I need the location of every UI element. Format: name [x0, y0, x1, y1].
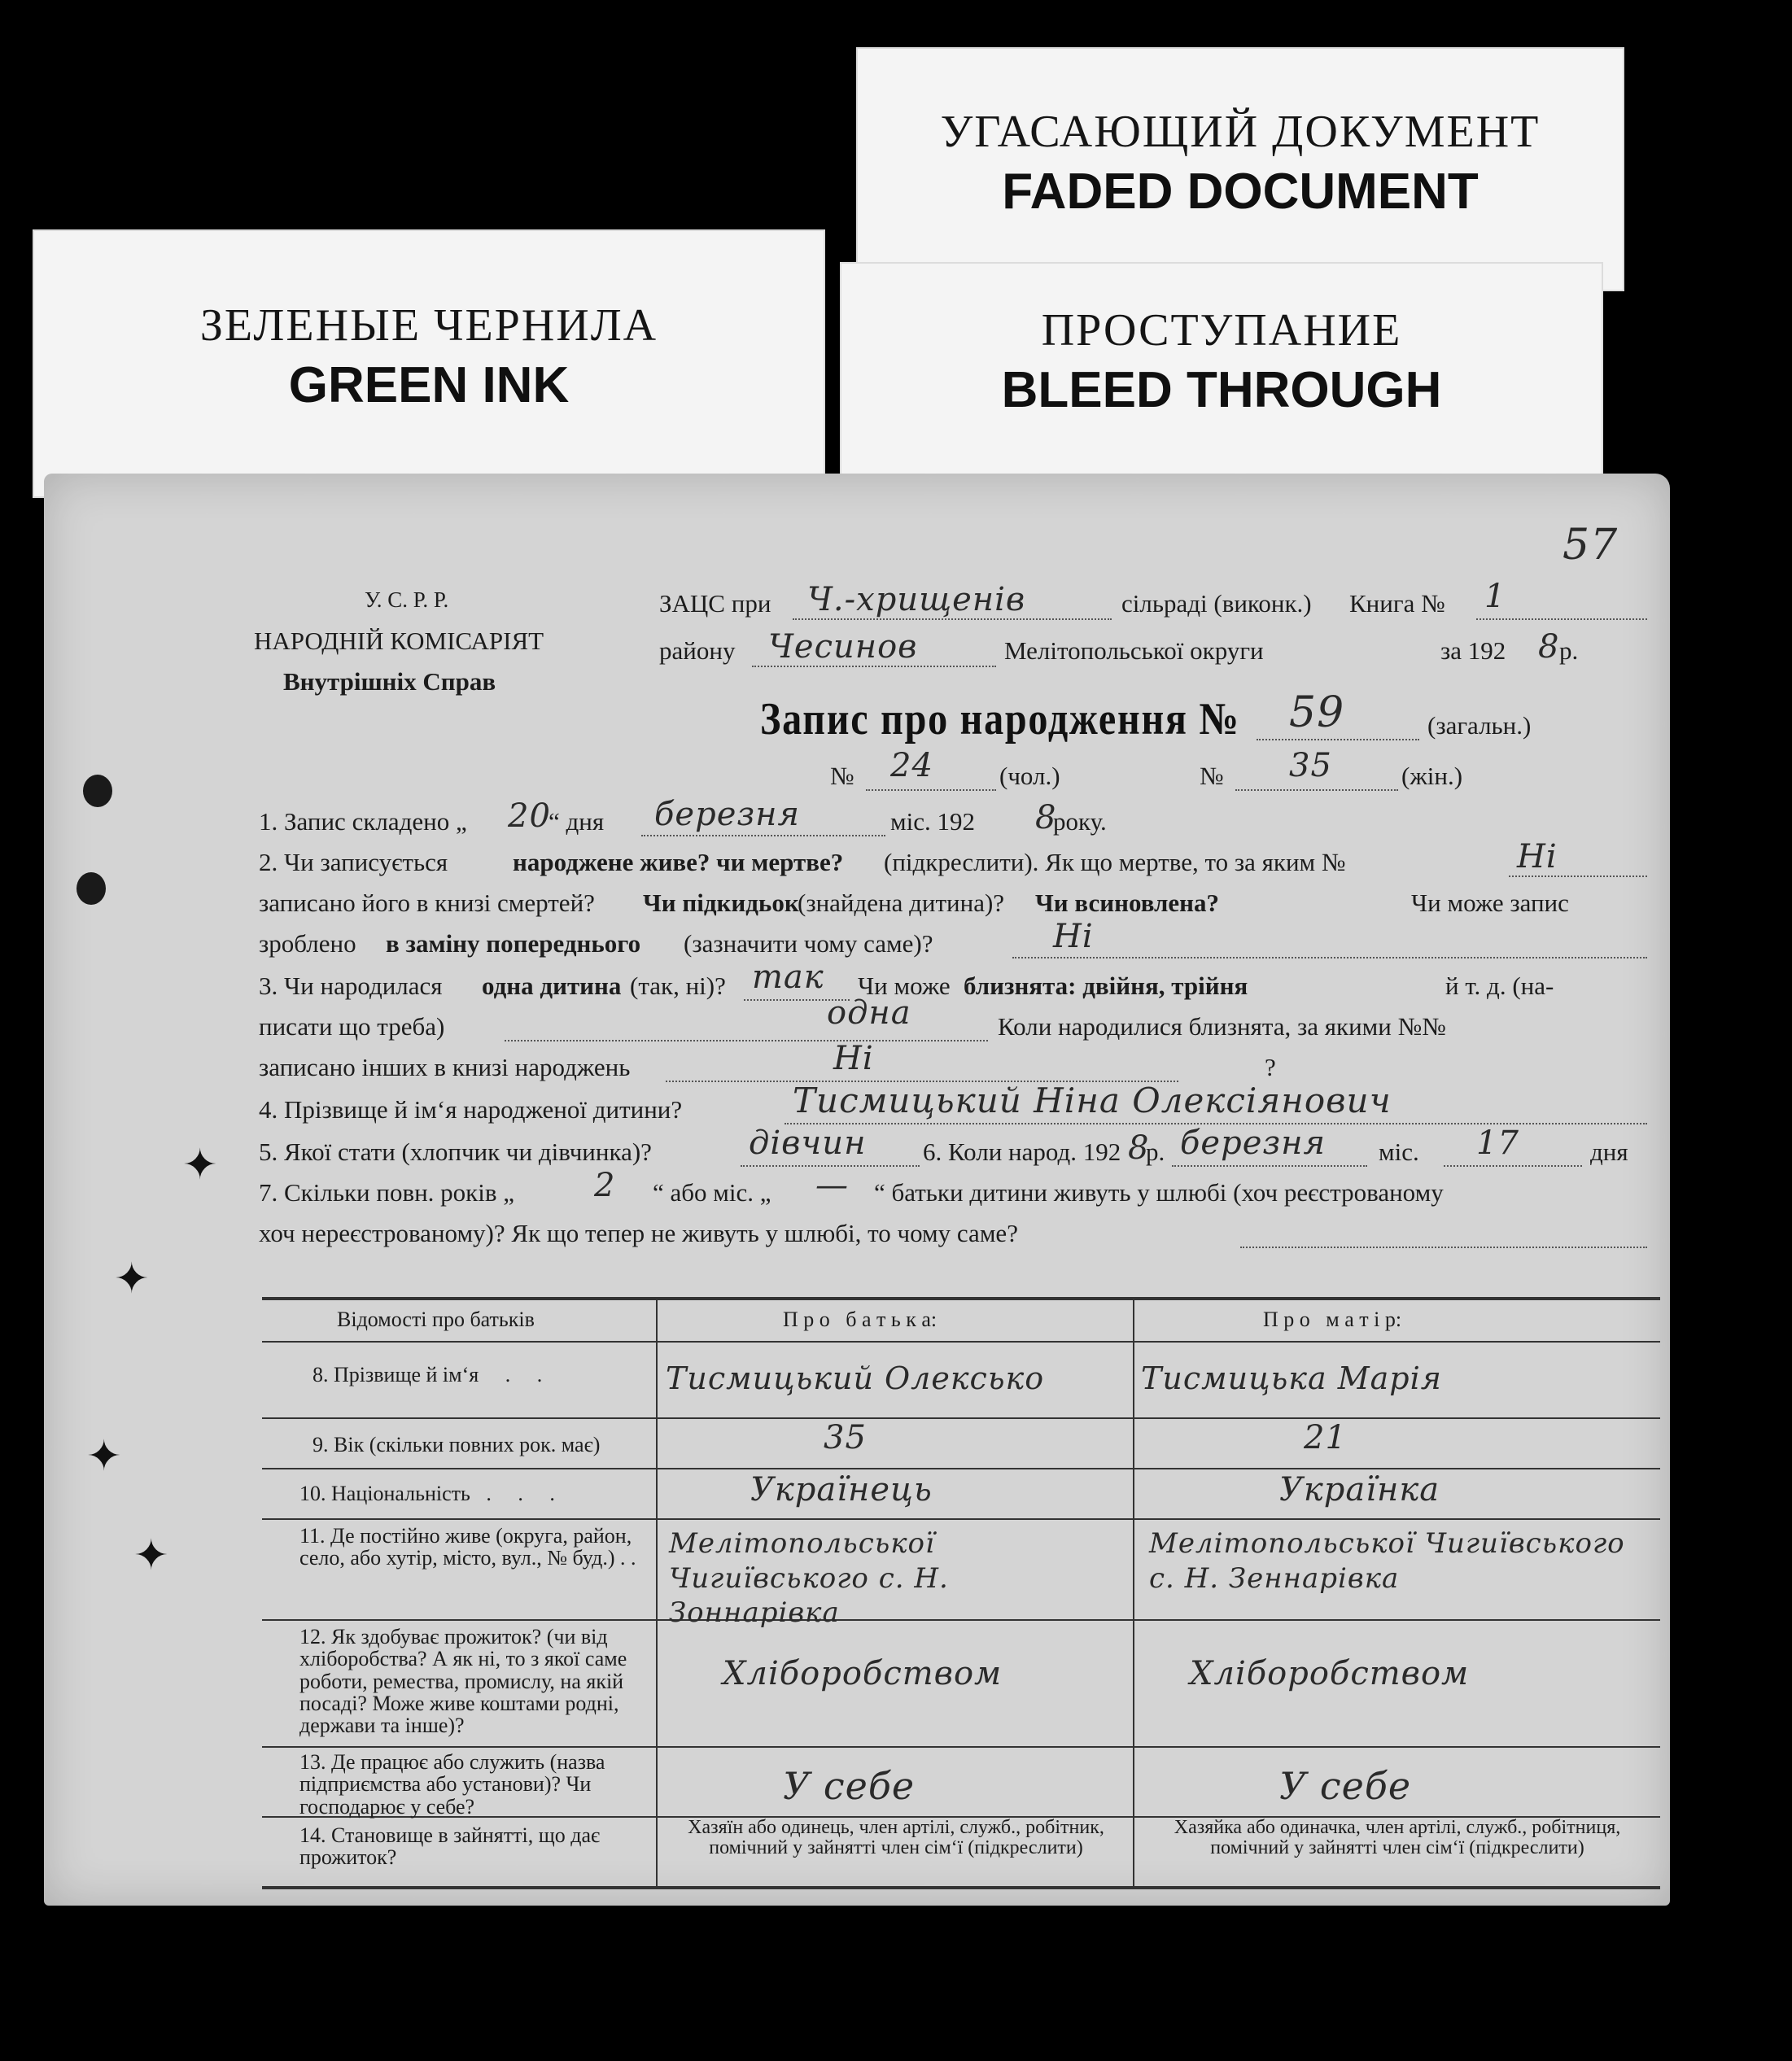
q2-l1b: народжене живе? чи мертве? [513, 848, 844, 876]
q6-month-value: березня [1180, 1124, 1327, 1162]
q2-l2b: Чи підкидьок [643, 889, 799, 917]
father-employment-status: Хазяїн або одинець, член артілі, служб., робітник, помічний у зайнятті член сім‘ї (підкреслити) [688, 1817, 1104, 1859]
birth-record-page [44, 474, 1670, 1906]
q2-l3c: (зазначити чому саме)? [684, 929, 933, 958]
q2-l1a: 2. Чи записується [259, 848, 448, 876]
q2-l3-line [1012, 957, 1647, 958]
q3-l3a: записано інших в книзі народжень [259, 1053, 631, 1081]
raion-line [752, 666, 996, 667]
tear-mark-icon: ✦ [114, 1255, 150, 1303]
header-mother: П р о м а т і р: [1263, 1308, 1402, 1331]
punch-hole [76, 872, 106, 905]
q6-label: 6. Коли народ. 192 [923, 1137, 1121, 1166]
raion-prefix: району [659, 636, 736, 665]
row-label: 8. Прізвище й ім‘я . . [313, 1363, 543, 1386]
father-age: 35 [824, 1419, 867, 1456]
q2-l2d: Чи всиновлена? [1035, 889, 1220, 917]
father-nationality: Українець [750, 1471, 933, 1509]
row-label: 11. Де постійно живе (округа, район, село, або хутір, місто, вул., № буд.) . . [299, 1524, 636, 1570]
record-title: Запис про народження № [760, 694, 1240, 744]
village-line [793, 618, 1112, 620]
bleed-label-ru: ПРОСТУПАНИЕ [1041, 305, 1402, 356]
zags-prefix: ЗАЦС при [659, 589, 771, 618]
faded-label-ru: УГАСАЮЩИЙ ДОКУМЕНТ [940, 107, 1541, 157]
q1-text-d: року. [1053, 807, 1107, 836]
q2-line [1509, 875, 1647, 877]
mother-livelihood: Хліборобством [1190, 1655, 1470, 1692]
mother-workplace: У себе [1279, 1764, 1412, 1808]
q1-month-line [641, 835, 885, 836]
general-label: (загальн.) [1427, 711, 1532, 740]
selradi-label: сільраді (виконк.) [1121, 589, 1312, 618]
q1-month: березня [654, 796, 801, 833]
org-commissariat: НАРОДНІЙ КОМІСАРІЯТ [254, 627, 544, 655]
q2-death-number: Ні [1517, 838, 1558, 875]
q3-l1f: й т. д. (на- [1445, 972, 1554, 1000]
mother-name: Тисмицька Марія [1141, 1360, 1442, 1396]
q2-l1c: (підкреслити). Як що мертве, то за яким № [884, 848, 1346, 876]
male-label: (чол.) [999, 762, 1060, 790]
male-number-sign: № [830, 762, 854, 790]
record-number: 59 [1289, 688, 1345, 737]
q1-text-a: 1. Запис складено „ [259, 807, 467, 836]
tear-mark-icon: ✦ [182, 1141, 218, 1190]
green-ink-label-ru: ЗЕЛЕНЫЕ ЧЕРНИЛА [199, 300, 658, 351]
book-number: 1 [1484, 578, 1506, 615]
book-label: Книга № [1349, 589, 1445, 618]
father-livelihood: Хліборобством [723, 1655, 1003, 1692]
org-internal-affairs: Внутрішніх Справ [283, 667, 496, 696]
q7-text-c: “ батьки дитини живуть у шлюбі (хоч реєстрованому [874, 1178, 1444, 1207]
green-ink-label [33, 229, 825, 498]
q7-text-a: 7. Скільки повн. років „ [259, 1178, 514, 1207]
tear-mark-icon: ✦ [133, 1531, 169, 1580]
okruga-label: Мелітопольської округи [1004, 636, 1264, 665]
mother-employment-status: Хазяйка або одиначка, член артілі, служб., робітниця, помічний у зайнятті член сім‘ї (підкреслити) [1174, 1817, 1621, 1859]
q4-child-name: Тисмицький Ніна Олексіянович [793, 1081, 1392, 1120]
father-workplace: У себе [783, 1764, 916, 1808]
q6-day-label: дня [1590, 1137, 1628, 1166]
female-number-line [1235, 789, 1398, 791]
q3-single-value: так [752, 958, 824, 996]
q4-label: 4. Прізвище й ім‘я народженої дитини? [259, 1095, 683, 1124]
village-value: Ч.-хрищенів [807, 581, 1026, 618]
q6-day-line [1444, 1165, 1582, 1167]
record-number-line [1257, 739, 1419, 740]
q7-months-value: — [815, 1167, 849, 1204]
mother-age: 21 [1304, 1419, 1347, 1456]
mother-nationality: Українка [1279, 1471, 1440, 1509]
q5-label: 5. Якої стати (хлопчик чи дівчинка)? [259, 1137, 652, 1166]
q3-l1b: одна дитина [482, 972, 622, 1000]
q2-replacement-value: Ні [1053, 918, 1094, 955]
org-ussr: У. С. Р. Р. [365, 587, 449, 612]
row-label: 13. Де працює або служить (назва підприємства або установи)? Чи господарює у себе? [299, 1750, 605, 1819]
q7-text-b: “ або міс. „ [653, 1178, 771, 1207]
q2-l3a: зроблено [259, 929, 356, 958]
q2-l2a: записано його в книзі смертей? [259, 889, 595, 917]
tear-mark-icon: ✦ [86, 1432, 122, 1481]
page-number: 57 [1563, 521, 1619, 570]
row-label: 14. Становище в зайнятті, що дає прожиток? [299, 1823, 601, 1870]
q7-line [1240, 1247, 1647, 1248]
row-label: 12. Як здобуває прожиток? (чи від хліборобства? А як ні, то з якої саме роботи, ремества, промислу, на якій посаді? Може живе коштами родні, держави та інше)? [299, 1625, 627, 1738]
q3-l2-line [505, 1040, 988, 1041]
q6-day-value: 17 [1476, 1124, 1519, 1162]
q1-year-digit: 8 [1035, 799, 1057, 836]
raion-value: Чесинов [768, 628, 918, 666]
year-label: за 192 [1440, 636, 1506, 665]
q5-sex-value: дівчин [749, 1124, 867, 1162]
q3-l1a: 3. Чи народилася [259, 972, 443, 1000]
q3-twins-value: одна [827, 994, 911, 1032]
q2-l3b: в заміну попереднього [386, 929, 641, 958]
male-number: 24 [890, 747, 933, 784]
q2-l2c: (знайдена дитина)? [798, 889, 1005, 917]
bleed-label-en: BLEED THROUGH [1001, 362, 1442, 418]
father-residence: Мелітопольської Чигиївського с. Н. Зоннарівка [669, 1527, 949, 1629]
q7-years-value: 2 [594, 1167, 616, 1204]
q3-other-records-value: Ні [833, 1040, 874, 1077]
faded-document-label [856, 47, 1624, 291]
header-year-digit: 8 [1538, 628, 1560, 666]
q6-year-suffix: р. [1146, 1137, 1165, 1166]
q3-l2a: писати що треба) [259, 1012, 445, 1041]
q2-l2e: Чи може запис [1411, 889, 1569, 917]
female-number: 35 [1289, 747, 1332, 784]
q6-month-label: міс. [1379, 1137, 1419, 1166]
female-label: (жін.) [1401, 762, 1463, 790]
punch-hole [83, 775, 112, 807]
q6-year-digit: 8 [1128, 1129, 1150, 1167]
parents-table [262, 1297, 1660, 1888]
faded-label-en: FADED DOCUMENT [1002, 164, 1479, 220]
q1-text-c: міс. 192 [890, 807, 975, 836]
q7-text-l2: хоч нереєстрованому)? Як що тепер не живуть у шлюбі, то чому саме? [259, 1219, 1018, 1247]
q3-l1c: (так, ні)? [630, 972, 726, 1000]
header-parents-info: Відомості про батьків [337, 1308, 535, 1331]
female-number-sign: № [1200, 762, 1224, 790]
q3-l1d: Чи може [858, 972, 951, 1000]
q3-l1e: близнята: двійня, трійня [964, 972, 1248, 1000]
book-line [1476, 618, 1647, 620]
q1-text-b: “ дня [549, 807, 605, 836]
row-label: 9. Вік (скільки повних рок. має) [313, 1433, 601, 1456]
row-label: 10. Національність . . . [299, 1482, 555, 1505]
header-father: П р о б а т ь к а: [783, 1308, 938, 1331]
q3-l3b: ? [1265, 1053, 1276, 1081]
mother-residence: Мелітопольської Чигиївського с. Н. Зеннарівка [1149, 1527, 1625, 1595]
q6-month-line [1172, 1165, 1367, 1167]
q1-day: 20 [508, 797, 551, 835]
year-suffix: р. [1559, 636, 1579, 665]
male-number-line [866, 789, 996, 791]
q3-l2b: Коли народилися близнята, за якими №№ [998, 1012, 1446, 1041]
father-name: Тисмицький Олексько [666, 1360, 1045, 1396]
green-ink-label-en: GREEN INK [288, 357, 570, 413]
